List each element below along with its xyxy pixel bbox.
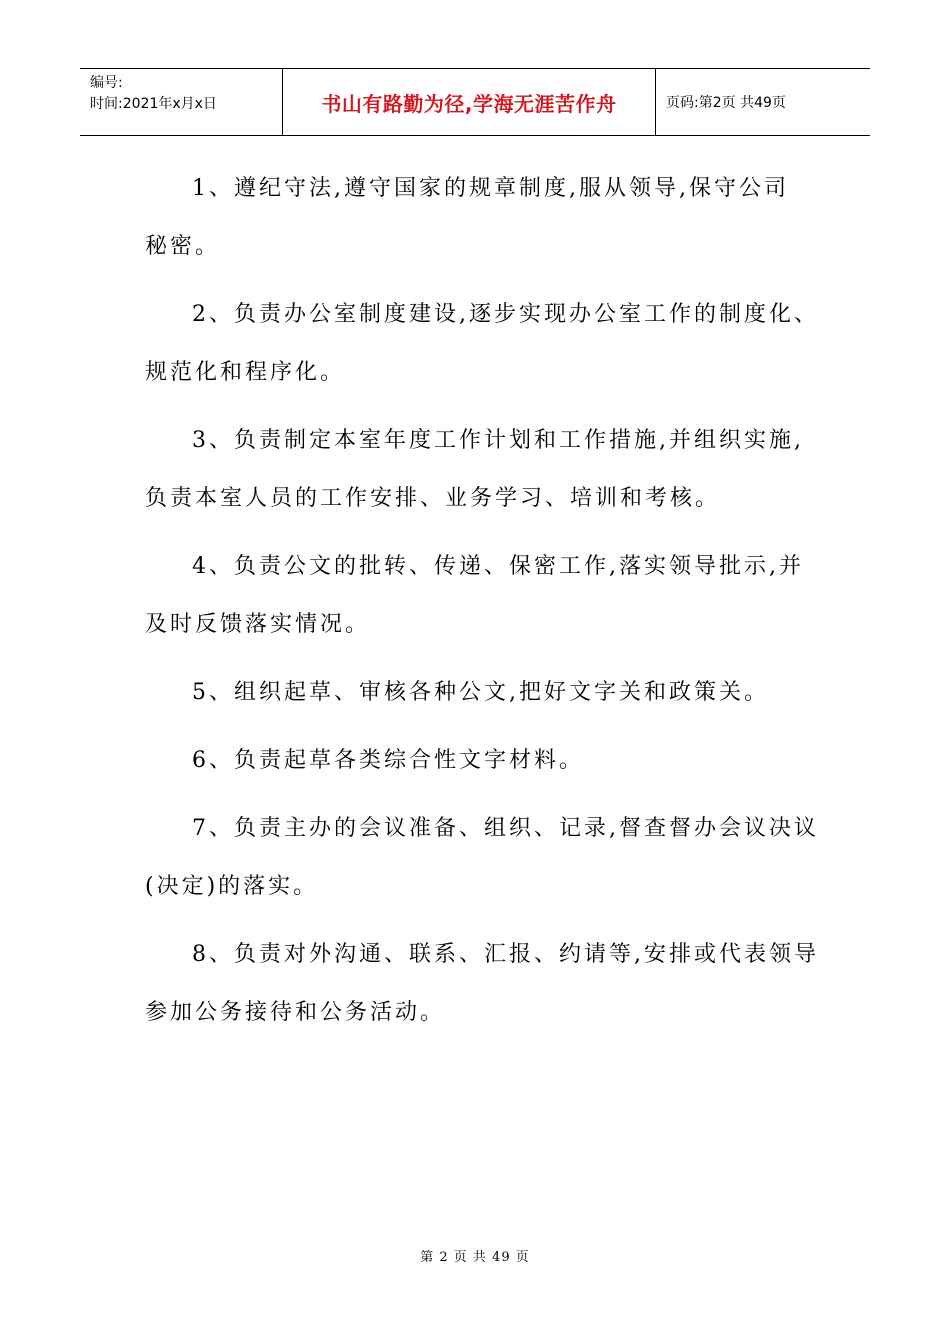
paragraph-first-line: 2、负责办公室制度建设,逐步实现办公室工作的制度化、 [192,302,819,327]
header-page-cell [656,69,870,135]
paragraph-continuation: 负责本室人员的工作安排、业务学习、培训和考核。 [145,486,721,511]
document-body [145,160,819,1042]
header-motto-cell [283,69,656,135]
paragraph [145,732,805,790]
paragraph [145,160,805,276]
paragraph-continuation: (决定)的落实。 [145,874,319,899]
header-motto: 书山有路勤为径,学海无涯苦作舟 [321,91,617,116]
paragraph-first-line: 5、组织起草、审核各种公文,把好文字关和政策关。 [192,680,769,705]
paragraph-first-line: 3、负责制定本室年度工作计划和工作措施,并组织实施, [192,428,804,453]
paragraph [145,800,819,916]
paragraph-continuation: 参加公务接待和公务活动。 [145,1000,446,1025]
footer-page-number: 第 2 页 共 49 页 [420,1250,530,1265]
paragraph-continuation: 秘密。 [145,234,221,259]
paragraph [145,664,805,722]
document-date: 时间:2021年x月x日 [90,96,217,112]
paragraph [145,926,819,1042]
page-footer [0,1246,950,1265]
header-meta-cell [80,69,283,135]
paragraph-first-line: 6、负责起草各类综合性文字材料。 [192,748,584,773]
document-header [80,68,870,136]
paragraph-first-line: 1、遵纪守法,遵守国家的规章制度,服从领导,保守公司 [192,176,789,201]
paragraph [145,412,805,528]
paragraph-continuation: 规范化和程序化。 [145,360,346,385]
paragraph-first-line: 4、负责公文的批转、传递、保密工作,落实领导批示,并 [192,554,804,579]
header-page-info: 页码:第2页 共49页 [666,95,786,111]
paragraph [145,286,819,402]
document-number-label: 编号: [90,75,123,91]
paragraph-first-line: 8、负责对外沟通、联系、汇报、约请等,安排或代表领导 [192,942,819,967]
paragraph-first-line: 7、负责主办的会议准备、组织、记录,督查督办会议决议 [192,816,819,841]
paragraph-continuation: 及时反馈落实情况。 [145,612,371,637]
paragraph [145,538,805,654]
